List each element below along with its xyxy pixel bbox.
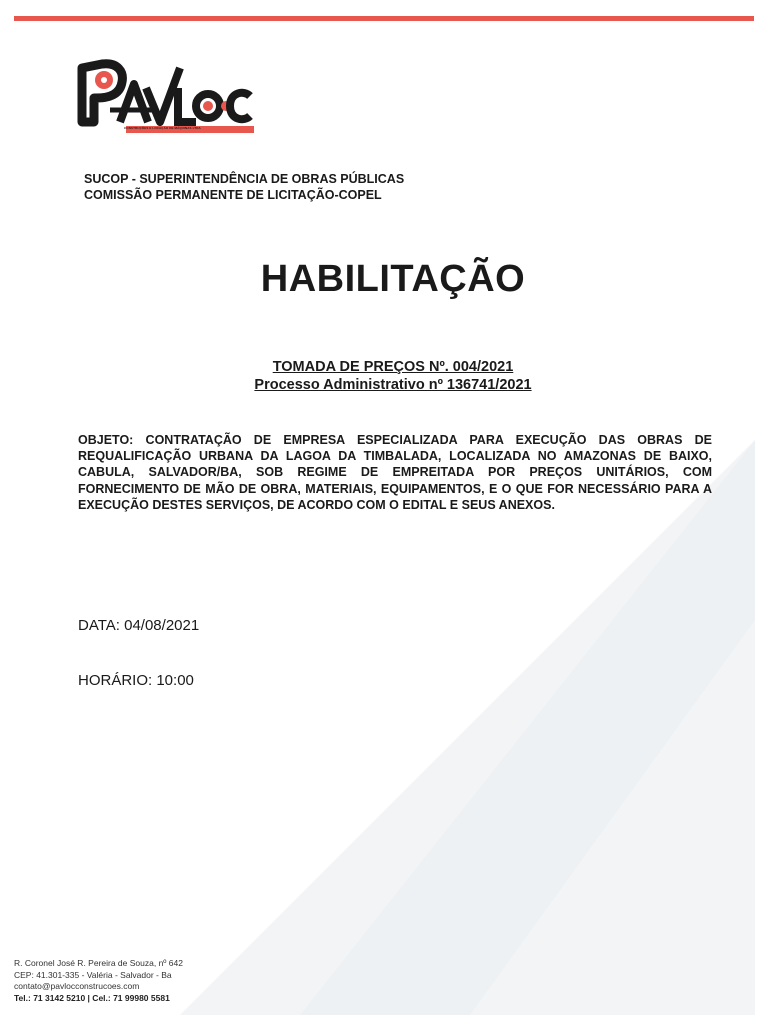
organization-header bbox=[84, 171, 404, 203]
logo-tagline: CONSTRUÇÕES E LOCAÇÃO DE MÁQUINAS LTDA bbox=[124, 126, 201, 130]
footer-address: R. Coronel José R. Pereira de Souza, nº 642 bbox=[14, 958, 183, 968]
footer-phones: Tel.: 71 3142 5210 | Cel.: 71 99980 5581 bbox=[14, 992, 170, 1003]
pavloc-logo-mark bbox=[76, 58, 256, 136]
footer-email: contato@pavlocconstrucoes.com bbox=[14, 981, 140, 991]
footer-contact bbox=[14, 958, 183, 1004]
footer-cep: CEP: 41.301-335 - Valéria - Salvador - Ba bbox=[14, 969, 172, 980]
date-line: DATA: 04/08/2021 bbox=[78, 617, 200, 634]
document-title: HABILITAÇÃO bbox=[260, 258, 526, 300]
tender-number: TOMADA DE PREÇOS Nº. 004/2021 bbox=[272, 359, 514, 375]
process-number: Processo Administrativo nº 136741/2021 bbox=[254, 377, 532, 393]
organization-line-1: SUCOP - SUPERINTENDÊNCIA DE OBRAS PÚBLICAS bbox=[84, 172, 405, 186]
time-line: HORÁRIO: 10:00 bbox=[78, 672, 194, 689]
object-description: OBJETO: CONTRATAÇÃO DE EMPRESA ESPECIALIZADA PARA EXECUÇÃO DAS OBRAS DE REQUALIFICAÇÃO URBANA DA LAGOA DA TIMBALADA, LOCALIZADA NO AMAZONAS DE BAIXO, CABULA, SALVADOR/BA, SOB REGIME DE EMPREITADA POR PREÇOS UNITÁRIOS, COM FORNECIMENTO DE MÃO DE OBRA, MATERIAIS, EQUIPAMENTOS, E O QUE FOR NECESSÁRIO PARA A EXECUÇÃO DESTES SERVIÇOS, DE ACORDO COM O EDITAL E SEUS ANEXOS. bbox=[78, 433, 712, 512]
pavloc-logo bbox=[76, 58, 256, 136]
tender-reference bbox=[0, 358, 770, 394]
organization-line-2: COMISSÃO PERMANENTE DE LICITAÇÃO-COPEL bbox=[84, 188, 382, 202]
